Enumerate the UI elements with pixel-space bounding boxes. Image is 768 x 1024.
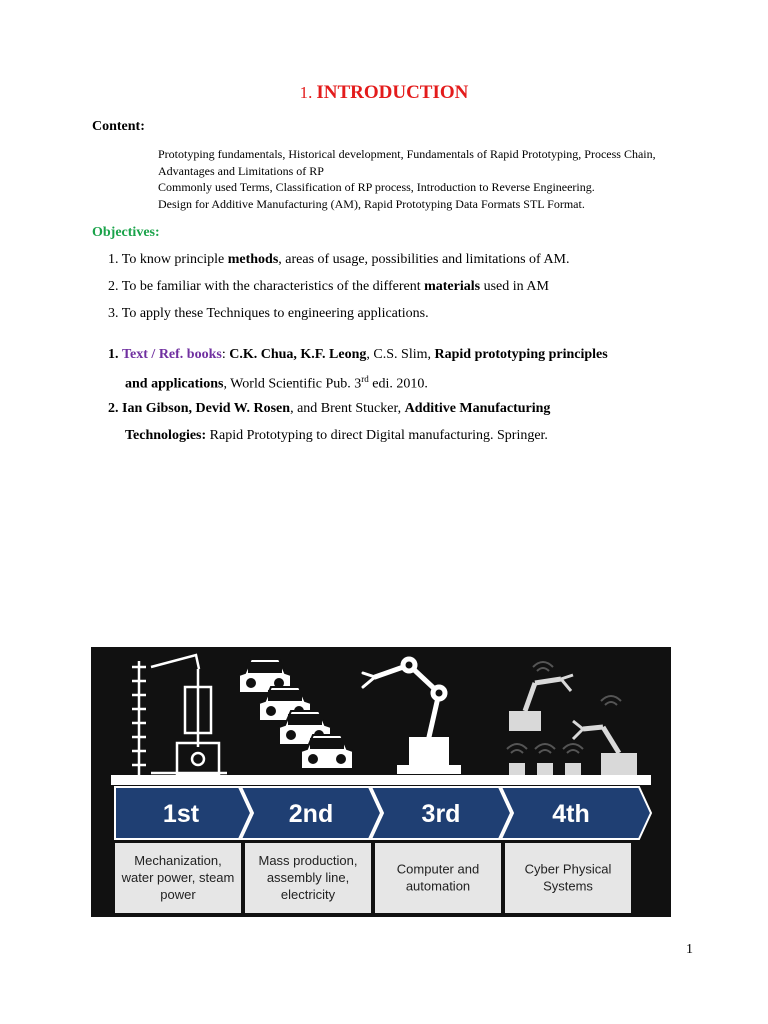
objective-text: 3. To apply these Techniques to engineering applications. [108, 306, 429, 321]
reference-details: Rapid Prototyping to direct Digital manufacturing. Springer. [206, 428, 548, 443]
reference-edition-sup: rd [361, 374, 369, 384]
content-line: Commonly used Terms, Classification of RP process, Introduction to Reverse Engineering. [158, 180, 595, 194]
reference-title: Rapid prototyping principles [434, 347, 608, 362]
stage-label-2nd: 2nd [288, 800, 334, 828]
caption-line: water power, steam [121, 870, 235, 885]
caption-line: assembly line, [266, 870, 350, 885]
reference-1-line-2 [125, 374, 428, 393]
reference-edition: edi. 2010. [368, 376, 428, 392]
reference-2-line-2 [125, 428, 548, 444]
objective-item [108, 252, 570, 268]
caption-line: electricity [280, 887, 336, 902]
reference-number: 1. [108, 347, 119, 362]
caption-line: Cyber Physical [524, 861, 612, 877]
content-label: Content: [92, 119, 145, 134]
content-list [158, 146, 698, 212]
objective-item [108, 279, 549, 295]
reference-coauthor: , and Brent Stucker, [290, 401, 405, 416]
reference-authors: C.K. Chua, K.F. Leong [229, 347, 367, 362]
industrial-revolution-figure [91, 647, 671, 917]
objective-text: , areas of usage, possibilities and limitations of AM. [278, 252, 570, 267]
reference-title: and applications [125, 376, 224, 392]
objective-text: 1. To know principle [108, 252, 228, 267]
conveyor-line [111, 775, 651, 785]
objective-keyword: methods [227, 252, 279, 267]
reference-authors: Ian Gibson, Devid W. Rosen [122, 401, 291, 416]
content-line: Advantages and Limitations of RP [158, 163, 324, 178]
objective-keyword: materials [424, 279, 481, 294]
page-title [0, 82, 768, 104]
reference-number: 2. [108, 401, 119, 416]
reference-1-line-1: 1. Text / Ref. books: C.K. Chua, K.F. Leong, C.S. Slim, Rapid prototyping principles [108, 347, 608, 362]
reference-title: Additive Manufacturing [404, 401, 551, 416]
objective-item [108, 306, 429, 322]
objective-text: used in AM [480, 279, 549, 294]
reference-title: Technologies: [125, 428, 207, 443]
page-number: 1 [686, 942, 693, 957]
caption-line: Mass production, [258, 853, 358, 868]
caption-line: Computer and [396, 861, 480, 877]
stage-label-3rd: 3rd [421, 800, 461, 828]
content-line: Prototyping fundamentals, Historical development, Fundamentals of Rapid Prototyping, Process Chain, [158, 147, 656, 161]
stage-label-1st: 1st [162, 800, 200, 828]
section-title: INTRODUCTION [316, 82, 469, 103]
objectives-label: Objectives: [92, 225, 160, 240]
caption-line: Systems [543, 878, 593, 894]
caption-line: power [160, 887, 196, 902]
content-line: Design for Additive Manufacturing (AM), Rapid Prototyping Data Formats STL Format. [158, 196, 585, 211]
stage-label-4th: 4th [552, 800, 590, 828]
reference-publisher: , World Scientific Pub. 3 [223, 376, 362, 392]
reference-label: Text / Ref. books [122, 347, 222, 362]
caption-line: Mechanization, [134, 853, 222, 868]
objective-text: 2. To be familiar with the characteristics of the different [108, 279, 425, 294]
caption-line: automation [405, 878, 471, 894]
section-number: 1. [299, 83, 313, 102]
reference-coauthor: , C.S. Slim, [366, 347, 435, 362]
reference-2-line-1 [108, 401, 550, 417]
